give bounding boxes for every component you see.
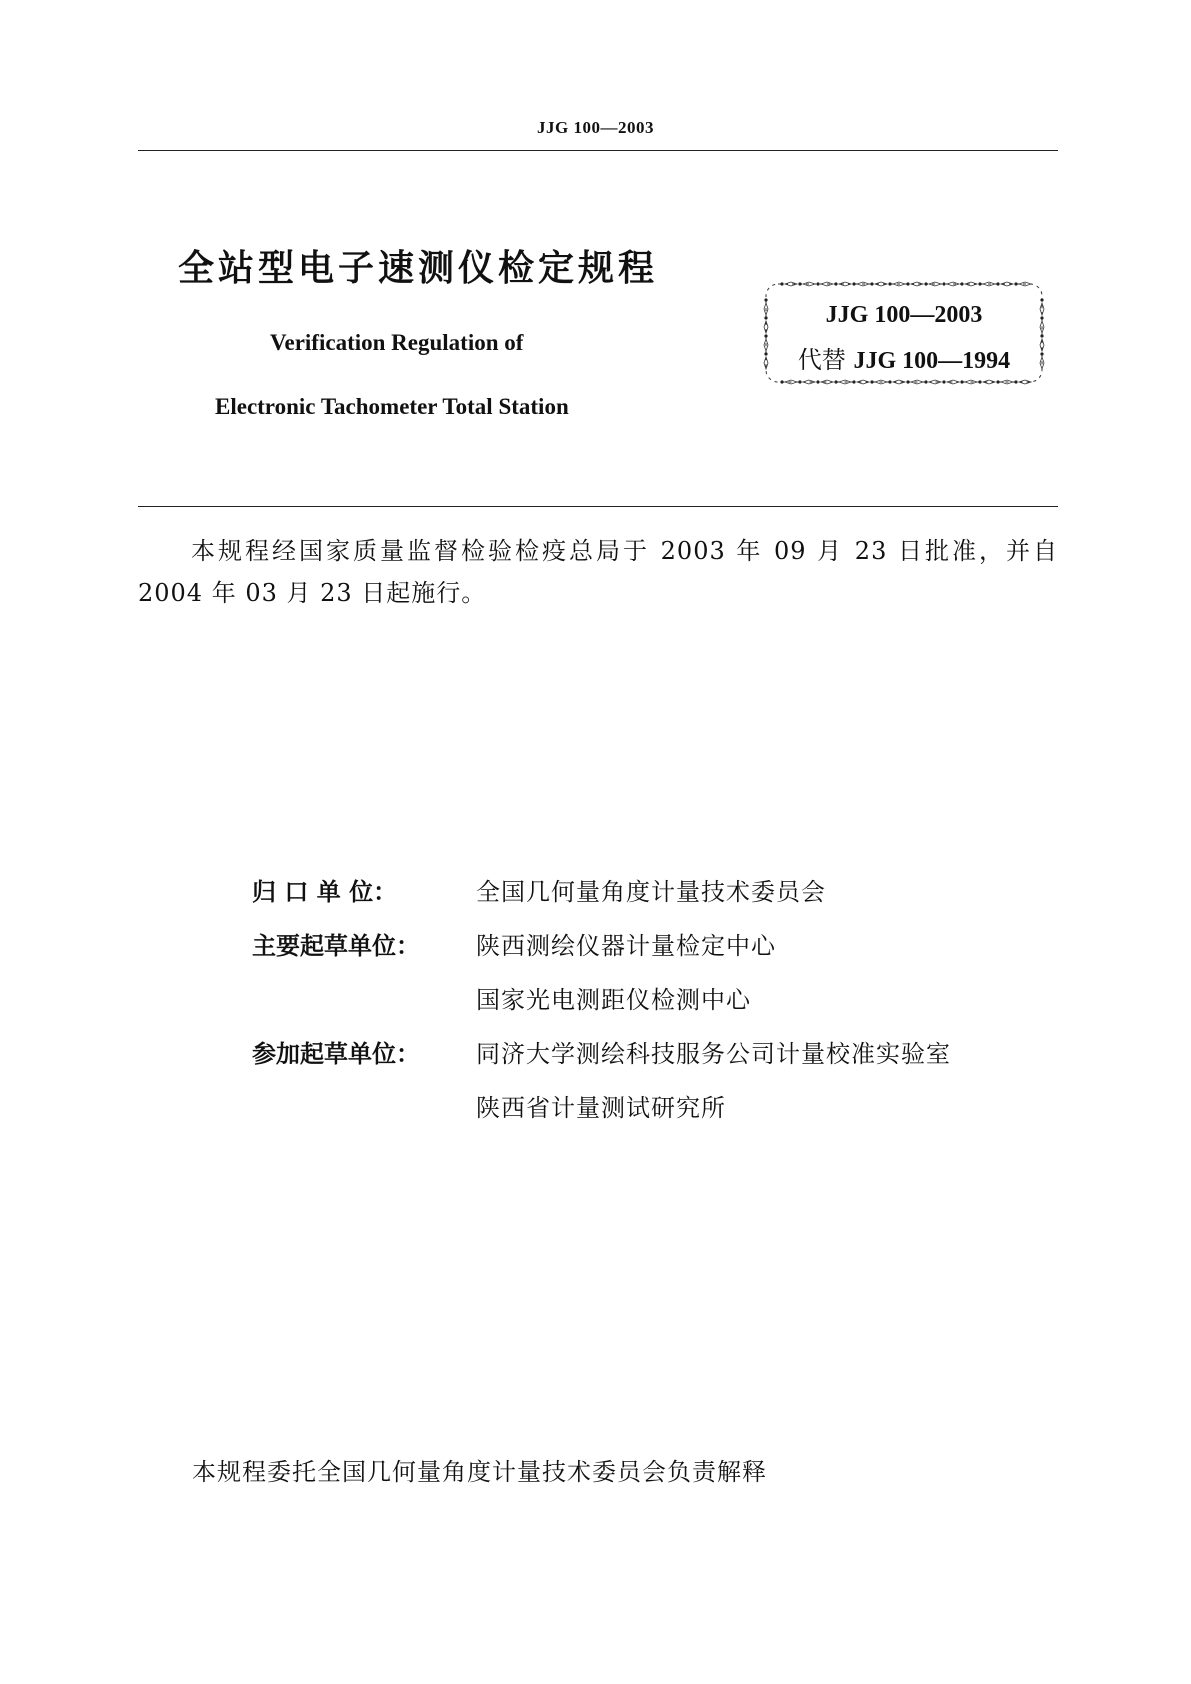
participating-org-2: 陕西省计量测试研究所 <box>476 1094 726 1122</box>
title-chinese: 全站型电子速测仪检定规程 <box>178 248 659 289</box>
main-drafting-org-2: 国家光电测距仪检测中心 <box>476 986 751 1014</box>
replaces-line <box>760 340 1048 375</box>
replaces-code: JJG 100—1994 <box>853 348 1011 374</box>
replaces-label: 代替 <box>797 346 846 374</box>
responsible-label: 归 口 单 位： <box>252 878 398 906</box>
title-english-line2: Electronic Tachometer Total Station <box>215 394 569 419</box>
main-drafting-org-1: 陕西测绘仪器计量检定中心 <box>476 932 776 960</box>
participating-label: 参加起草单位： <box>252 1040 420 1068</box>
approval-statement: 本规程经国家质量监督检验检疫总局于 2003 年 09 月 23 日批准，并自 2004 年 03 月 23 日起施行。 <box>138 537 1058 607</box>
participating-org-1: 同济大学测绘科技服务公司计量校准实验室 <box>476 1040 951 1068</box>
standard-code: JJG 100—2003 <box>825 302 983 328</box>
header-rule <box>138 150 1058 151</box>
standard-number-box <box>760 278 1048 388</box>
title-english-line1: Verification Regulation of <box>270 330 524 355</box>
section-rule <box>138 506 1058 507</box>
responsible-org: 全国几何量角度计量技术委员会 <box>476 878 826 906</box>
interpretation-note: 本规程委托全国几何量角度计量技术委员会负责解释 <box>192 1458 767 1486</box>
main-drafting-label: 主要起草单位： <box>252 932 420 960</box>
running-header-code: JJG 100—2003 <box>537 118 654 137</box>
